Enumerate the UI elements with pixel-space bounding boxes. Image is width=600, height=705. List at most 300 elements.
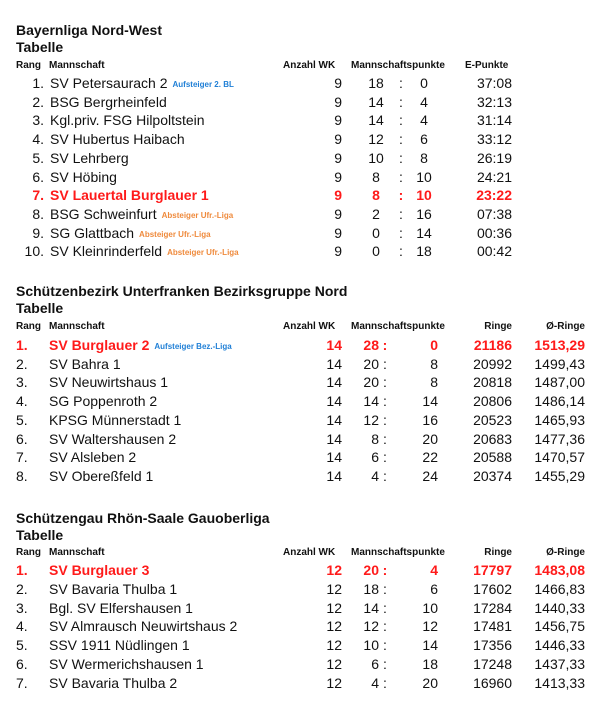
table-row-own-team [0, 336, 600, 354]
team-points-lost-cell [416, 430, 438, 448]
competitions-count-cell-text: 12 [326, 562, 342, 578]
points-separator [396, 186, 406, 204]
team-name-cell-text: SV Lehrberg [50, 149, 129, 166]
rings-average-cell-text: 1465,93 [534, 411, 585, 428]
team-points-won-cell-text: 6 [371, 449, 379, 466]
table-row [0, 74, 600, 92]
team-points-lost-cell-text: 6 [420, 131, 428, 148]
rank-cell-text: 10. [24, 243, 44, 260]
team-points-lost-cell [416, 599, 438, 617]
rank-cell-text: 3. [32, 112, 44, 129]
team-points-won-cell [357, 617, 379, 635]
team-points-won-cell [364, 242, 388, 260]
rings-average-cell-text: 1487,00 [534, 374, 585, 391]
points-separator-text: : [383, 467, 387, 484]
team-name-cell-text: SV Bavaria Thulba 2 [49, 674, 178, 691]
team-name-cell [49, 373, 168, 391]
points-separator [380, 636, 390, 654]
team-points-won-cell [357, 561, 379, 579]
team-points-lost-cell-text: 8 [430, 355, 438, 372]
team-points-lost-cell [416, 467, 438, 485]
rank-cell-text: 7. [16, 449, 28, 466]
points-separator [380, 411, 390, 429]
points-separator-text: : [383, 393, 387, 410]
table-row [0, 392, 600, 410]
table-row [0, 599, 600, 617]
rings-total-cell-text: 16960 [473, 674, 512, 691]
competitions-count-cell-text: 14 [326, 374, 342, 391]
rings-total-cell-text: 17797 [473, 562, 512, 578]
rank-cell [20, 186, 44, 204]
team-points-won-cell-text: 18 [363, 580, 379, 597]
competitions-count-cell [310, 355, 342, 373]
competitions-count-cell-text: 9 [334, 75, 342, 91]
team-points-lost-cell-text: 16 [422, 411, 438, 428]
team-points-won-cell [357, 674, 379, 692]
rings-average-cell-text: 1413,33 [534, 674, 585, 691]
team-points-lost-cell-text: 14 [422, 393, 438, 410]
team-points-lost-cell-text: 6 [430, 580, 438, 597]
team-name-cell [50, 205, 233, 225]
header-mannschaft: Mannschaft [49, 60, 105, 71]
team-name-cell [49, 467, 153, 485]
rings-average-cell-text: 1470,57 [534, 449, 585, 466]
points-separator [396, 224, 406, 242]
header-avg-ringe: Ø-Ringe [546, 547, 585, 558]
promotion-badge: Aufsteiger 2. BL [172, 80, 234, 89]
team-name-cell [49, 636, 190, 654]
team-points-lost-cell-text: 22 [422, 449, 438, 466]
rings-average-cell [515, 411, 585, 429]
rank-cell [16, 448, 28, 466]
points-separator [380, 580, 390, 598]
e-points-cell-text: 26:19 [476, 149, 512, 166]
team-name-cell [49, 336, 232, 356]
points-separator-text: : [383, 637, 387, 654]
rings-average-cell [515, 448, 585, 466]
points-separator-text: : [383, 374, 387, 391]
rank-cell-text: 5. [32, 149, 44, 166]
rank-cell-text: 5. [16, 411, 28, 428]
points-separator [380, 373, 390, 391]
team-points-lost-cell-text: 4 [430, 562, 438, 578]
points-separator [396, 93, 406, 111]
points-separator [380, 392, 390, 410]
rings-average-cell-text: 1513,29 [534, 337, 585, 353]
team-points-lost-cell [412, 205, 436, 223]
header-mannschaft: Mannschaft [49, 321, 105, 332]
points-separator [396, 149, 406, 167]
rings-average-cell-text: 1483,08 [534, 562, 585, 578]
rings-average-cell [515, 392, 585, 410]
rings-total-cell-text: 17248 [473, 656, 512, 672]
team-points-lost-cell [412, 74, 436, 92]
points-separator [380, 336, 390, 354]
team-points-won-cell-text: 6 [371, 656, 379, 672]
competitions-count-cell [310, 392, 342, 410]
team-points-lost-cell-text: 24 [422, 467, 438, 484]
e-points-cell [460, 93, 512, 111]
rings-average-cell [515, 617, 585, 635]
competitions-count-cell-text: 9 [334, 224, 342, 241]
section-title: Schützengau Rhön-Saale Gauoberliga [16, 510, 270, 526]
rank-cell [16, 430, 28, 448]
team-points-lost-cell-text: 0 [430, 337, 438, 353]
team-points-lost-cell-text: 16 [416, 205, 432, 222]
team-name-cell-text: SSV 1911 Nüdlingen 1 [49, 637, 190, 654]
team-points-won-cell-text: 20 [363, 355, 379, 372]
rank-cell [20, 224, 44, 242]
team-points-won-cell [364, 205, 388, 223]
team-points-won-cell [364, 186, 388, 204]
header-anzahl-wk: Anzahl WK [283, 321, 336, 332]
team-name-cell-text: SV Almrausch Neuwirtshaus 2 [49, 618, 238, 635]
rank-cell [20, 242, 44, 260]
competitions-count-cell [320, 149, 342, 167]
team-name-cell [49, 355, 121, 373]
points-separator-text: : [382, 562, 388, 578]
e-points-cell-text: 07:38 [476, 205, 512, 222]
rank-cell-text: 5. [16, 637, 28, 654]
team-points-won-cell-text: 14 [363, 599, 379, 616]
rings-average-cell [515, 336, 585, 354]
team-points-lost-cell [416, 655, 438, 673]
rank-cell-text: 4. [16, 618, 28, 635]
rings-average-cell-text: 1486,14 [534, 393, 585, 410]
header-mannschaftspunkte: Mannschaftspunkte [351, 321, 445, 332]
team-name-cell-text: SV Lauertal Burglauer 1 [50, 187, 209, 204]
team-points-won-cell-text: 10 [363, 637, 379, 654]
rings-total-cell-text: 20992 [473, 355, 512, 372]
e-points-cell-text: 31:14 [476, 112, 512, 129]
team-name-cell [50, 93, 167, 111]
competitions-count-cell-text: 9 [334, 205, 342, 222]
team-points-won-cell-text: 8 [372, 187, 380, 204]
points-separator [396, 205, 406, 223]
team-name-cell-text: BSG Bergrheinfeld [50, 93, 167, 110]
header-mannschaft: Mannschaft [49, 547, 105, 558]
rank-cell-text: 7. [32, 187, 44, 204]
e-points-cell-text: 00:42 [476, 243, 512, 260]
team-name-cell-text: SG Glattbach [50, 224, 135, 241]
team-points-lost-cell [416, 336, 438, 354]
rings-average-cell-text: 1446,33 [534, 637, 585, 654]
team-points-lost-cell-text: 14 [422, 637, 438, 654]
team-name-cell [49, 580, 177, 598]
team-name-cell [49, 674, 177, 692]
rings-average-cell-text: 1456,75 [534, 618, 585, 635]
rank-cell [16, 467, 28, 485]
competitions-count-cell-text: 12 [326, 674, 342, 691]
rank-cell-text: 6. [16, 656, 28, 672]
competitions-count-cell [310, 674, 342, 692]
team-name-cell-text: SV Alsleben 2 [49, 449, 137, 466]
team-name-cell [49, 599, 193, 617]
rank-cell [16, 617, 28, 635]
rank-cell [16, 392, 28, 410]
team-points-lost-cell [416, 373, 438, 391]
rank-cell-text: 1. [16, 337, 28, 353]
points-separator [396, 111, 406, 129]
rings-total-cell-text: 17602 [473, 580, 512, 597]
rings-average-cell [515, 430, 585, 448]
team-points-lost-cell [412, 168, 436, 186]
competitions-count-cell-text: 12 [326, 637, 342, 654]
rank-cell-text: 4. [16, 393, 28, 410]
team-name-cell-text: SG Poppenroth 2 [49, 393, 158, 410]
rings-total-cell [452, 674, 512, 692]
rank-cell-text: 3. [16, 599, 28, 616]
rings-total-cell [452, 392, 512, 410]
team-name-cell [50, 224, 211, 244]
rings-total-cell-text: 17284 [473, 599, 512, 616]
competitions-count-cell [320, 168, 342, 186]
competitions-count-cell [310, 655, 342, 673]
competitions-count-cell [310, 430, 342, 448]
competitions-count-cell-text: 9 [334, 93, 342, 110]
rank-cell [20, 168, 44, 186]
competitions-count-cell-text: 12 [326, 656, 342, 672]
team-points-won-cell [357, 448, 379, 466]
team-points-won-cell-text: 12 [363, 411, 379, 428]
rank-cell-text: 2. [16, 355, 28, 372]
points-separator [396, 168, 406, 186]
competitions-count-cell-text: 14 [326, 355, 342, 372]
team-points-lost-cell-text: 0 [420, 75, 428, 91]
rank-cell-text: 3. [16, 374, 28, 391]
team-points-won-cell [357, 467, 379, 485]
team-points-won-cell [357, 580, 379, 598]
points-separator [396, 130, 406, 148]
competitions-count-cell-text: 9 [334, 131, 342, 148]
competitions-count-cell [310, 411, 342, 429]
table-row [0, 617, 600, 635]
e-points-cell-text: 32:13 [476, 93, 512, 110]
competitions-count-cell-text: 9 [334, 187, 342, 204]
team-points-won-cell-text: 12 [368, 131, 384, 148]
team-points-lost-cell-text: 8 [430, 374, 438, 391]
team-points-won-cell [357, 599, 379, 617]
team-name-cell-text: SV Burglauer 3 [49, 562, 150, 578]
team-points-lost-cell [416, 617, 438, 635]
team-points-lost-cell-text: 4 [420, 112, 428, 129]
rings-total-cell-text: 20523 [473, 411, 512, 428]
team-points-won-cell [364, 168, 388, 186]
table-row-own-team [0, 561, 600, 579]
rings-average-cell [515, 561, 585, 579]
e-points-cell [460, 130, 512, 148]
rings-average-cell-text: 1437,33 [534, 656, 585, 672]
team-name-cell-text: SV Burglauer 2 [49, 337, 150, 353]
team-points-lost-cell [416, 636, 438, 654]
rank-cell-text: 7. [16, 674, 28, 691]
points-separator-text: : [383, 674, 387, 691]
team-name-cell [50, 168, 117, 186]
team-name-cell-text: SV Waltershausen 2 [49, 430, 177, 447]
team-name-cell [50, 130, 185, 148]
rings-total-cell-text: 20818 [473, 374, 512, 391]
competitions-count-cell [310, 467, 342, 485]
rings-average-cell [515, 674, 585, 692]
header-mannschaftspunkte: Mannschaftspunkte [351, 547, 445, 558]
relegation-badge: Absteiger Ufr.-Liga [161, 210, 234, 220]
table-row [0, 149, 600, 167]
team-points-won-cell-text: 10 [368, 149, 384, 166]
header-anzahl-wk: Anzahl WK [283, 60, 336, 71]
e-points-cell [460, 242, 512, 260]
points-separator-text: : [399, 168, 403, 185]
rank-cell [16, 561, 28, 579]
team-points-won-cell [364, 224, 388, 242]
team-points-won-cell-text: 8 [372, 168, 380, 185]
rank-cell [20, 149, 44, 167]
rings-average-cell-text: 1455,29 [534, 467, 585, 484]
table-row [0, 674, 600, 692]
team-points-won-cell-text: 0 [372, 224, 380, 241]
rings-average-cell-text: 1440,33 [534, 599, 585, 616]
rings-total-cell [452, 373, 512, 391]
rings-average-cell [515, 636, 585, 654]
section-title: Schützenbezirk Unterfranken Bezirksgruppe Nord [16, 283, 348, 299]
competitions-count-cell [320, 111, 342, 129]
rings-total-cell-text: 17481 [473, 618, 512, 635]
header-ringe: Ringe [484, 547, 512, 558]
team-name-cell-text: Kgl.priv. FSG Hilpoltstein [50, 112, 205, 129]
points-separator-text: : [399, 205, 403, 222]
rings-average-cell [515, 599, 585, 617]
points-separator-text: : [399, 75, 403, 91]
rings-average-cell-text: 1466,83 [534, 580, 585, 597]
section-subtitle: Tabelle [16, 39, 64, 55]
competitions-count-cell-text: 12 [326, 618, 342, 635]
points-separator-text: : [382, 337, 388, 353]
competitions-count-cell [310, 336, 342, 354]
team-name-cell [49, 655, 204, 673]
points-separator-text: : [399, 131, 403, 148]
rings-total-cell [452, 561, 512, 579]
rings-total-cell [452, 467, 512, 485]
competitions-count-cell-text: 14 [326, 467, 342, 484]
competitions-count-cell-text: 14 [326, 393, 342, 410]
rank-cell-text: 2. [32, 93, 44, 110]
e-points-cell [460, 205, 512, 223]
team-points-lost-cell-text: 4 [420, 93, 428, 110]
team-points-won-cell [364, 111, 388, 129]
rings-total-cell [452, 636, 512, 654]
team-points-won-cell [357, 392, 379, 410]
table-row [0, 242, 600, 260]
competitions-count-cell [320, 224, 342, 242]
e-points-cell [460, 186, 512, 204]
points-separator [380, 355, 390, 373]
points-separator-text: : [399, 243, 403, 260]
team-name-cell-text: BSG Schweinfurt [50, 205, 157, 222]
points-separator-text: : [383, 430, 387, 447]
header-rang: Rang [16, 547, 41, 558]
team-name-cell [50, 242, 239, 262]
team-name-cell-text: SV Petersaurach 2 [50, 75, 168, 91]
team-points-lost-cell [412, 224, 436, 242]
team-points-lost-cell [416, 674, 438, 692]
table-row [0, 636, 600, 654]
points-separator [380, 674, 390, 692]
rings-total-cell [452, 411, 512, 429]
rank-cell-text: 8. [32, 205, 44, 222]
team-points-lost-cell [416, 561, 438, 579]
rings-average-cell [515, 373, 585, 391]
rings-average-cell [515, 467, 585, 485]
e-points-cell-text: 23:22 [476, 187, 512, 204]
team-name-cell [50, 186, 209, 204]
points-separator [396, 242, 406, 260]
table-row [0, 224, 600, 242]
header-avg-ringe: Ø-Ringe [546, 321, 585, 332]
rank-cell [16, 336, 28, 354]
competitions-count-cell [310, 617, 342, 635]
team-points-lost-cell [416, 392, 438, 410]
team-points-won-cell [357, 655, 379, 673]
team-points-lost-cell-text: 18 [422, 656, 438, 672]
competitions-count-cell [310, 448, 342, 466]
rank-cell-text: 6. [32, 168, 44, 185]
rank-cell [16, 373, 28, 391]
e-points-cell [460, 74, 512, 92]
competitions-count-cell-text: 12 [326, 580, 342, 597]
rank-cell [16, 599, 28, 617]
rank-cell-text: 1. [16, 562, 28, 578]
points-separator-text: : [383, 580, 387, 597]
header-anzahl-wk: Anzahl WK [283, 547, 336, 558]
team-points-won-cell [357, 430, 379, 448]
table-row [0, 168, 600, 186]
points-separator [380, 448, 390, 466]
points-separator [396, 74, 406, 92]
team-points-won-cell-text: 18 [368, 75, 384, 91]
team-points-won-cell-text: 14 [363, 393, 379, 410]
team-points-won-cell-text: 28 [363, 337, 379, 353]
rings-total-cell-text: 20683 [473, 430, 512, 447]
e-points-cell [460, 149, 512, 167]
rings-total-cell-text: 20806 [473, 393, 512, 410]
team-name-cell-text: SV Bahra 1 [49, 355, 121, 372]
team-points-lost-cell [412, 149, 436, 167]
team-points-won-cell-text: 4 [371, 467, 379, 484]
team-points-won-cell [364, 74, 388, 92]
rings-total-cell-text: 20374 [473, 467, 512, 484]
table-row [0, 430, 600, 448]
rank-cell-text: 2. [16, 580, 28, 597]
points-separator [380, 430, 390, 448]
points-separator-text: : [383, 411, 387, 428]
e-points-cell [460, 111, 512, 129]
rings-total-cell [452, 599, 512, 617]
points-separator-text: : [383, 599, 387, 616]
team-points-won-cell-text: 20 [363, 374, 379, 391]
team-points-lost-cell-text: 8 [420, 149, 428, 166]
relegation-badge: Absteiger Ufr.-Liga [139, 229, 211, 239]
rank-cell [20, 205, 44, 223]
team-points-lost-cell-text: 12 [422, 618, 438, 635]
team-name-cell-text: SV Hubertus Haibach [50, 131, 185, 148]
team-points-lost-cell-text: 10 [422, 599, 438, 616]
rings-total-cell [452, 655, 512, 673]
team-points-won-cell [357, 373, 379, 391]
team-points-lost-cell-text: 10 [416, 187, 432, 204]
team-points-won-cell [364, 149, 388, 167]
rings-total-cell-text: 20588 [473, 449, 512, 466]
e-points-cell-text: 33:12 [476, 131, 512, 148]
rank-cell [16, 411, 28, 429]
